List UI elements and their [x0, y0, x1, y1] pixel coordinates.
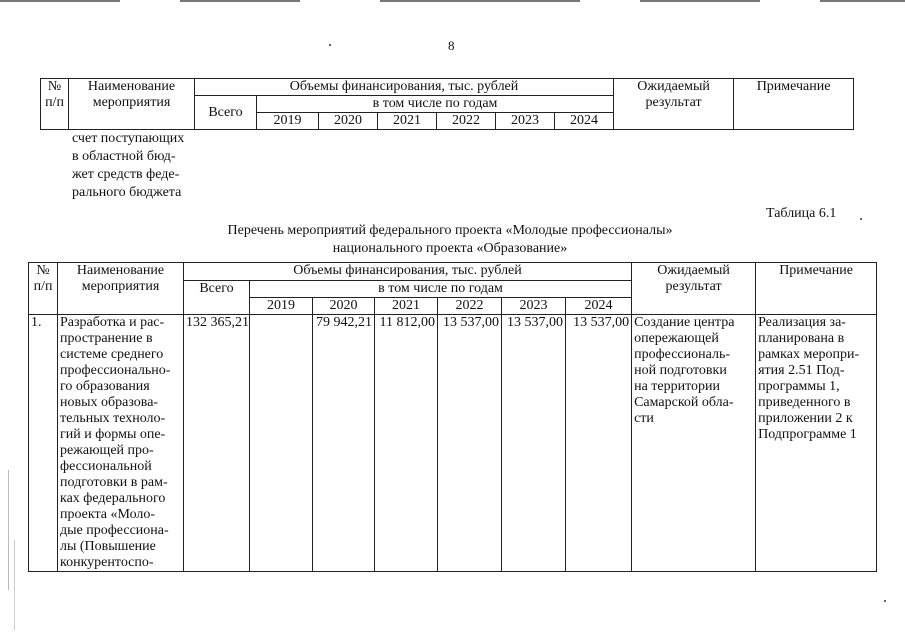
row-value-2024: 13 537,00: [566, 315, 632, 572]
header-num: № п/п: [41, 79, 69, 130]
row-value-2019: [250, 315, 313, 572]
table-label: Таблица 6.1: [766, 206, 837, 221]
header-year: 2024: [555, 113, 614, 130]
header-note: Примечание: [734, 79, 854, 130]
row-value-2022: 13 537,00: [438, 315, 502, 572]
scan-speck: [884, 600, 886, 602]
header-year: 2020: [313, 298, 375, 315]
row-name: Разработка и рас- пространение в системе среднего профессионально- го образования новых образова- тельных техноло- гий и формы опе- режающей про- фессиональной подготовки в рам- ках федерального проекта «Моло- дые профессиона- лы (Повышение конкурентоспо-: [58, 315, 184, 572]
header-year: 2023: [502, 298, 566, 315]
row-value-2020: 79 942,21: [313, 315, 375, 572]
continued-text: счет поступающих в областной бюд- жет средств феде- рального бюджета: [72, 131, 185, 200]
header-total: Всего: [195, 96, 257, 130]
table-caption-line1: Перечень мероприятий федерального проекта «Молодые профессионалы»: [227, 223, 673, 238]
scan-edge-line: [380, 0, 580, 2]
scan-edge-line: [820, 0, 905, 2]
row-value-2021: 11 812,00: [375, 315, 438, 572]
continued-table-header: [40, 78, 854, 130]
header-by-year: в том числе по годам: [250, 281, 632, 298]
table-caption-line2: национального проекта «Образование»: [332, 241, 568, 256]
scan-edge-line: [180, 0, 300, 2]
header-result: Ожидаемый результат: [614, 79, 734, 130]
header-name: Наименование мероприятия: [69, 79, 195, 130]
row-note: Реализация за- планирована в рамках меропри- ятия 2.51 Под- программы 1, приведенного в приложении 2 к Подпрограмме 1: [756, 315, 877, 572]
header-year: 2022: [438, 298, 502, 315]
measures-table: [28, 262, 877, 572]
scan-speck: [860, 218, 862, 220]
header-year: 2021: [375, 298, 438, 315]
header-year: 2023: [496, 113, 555, 130]
row-value-2023: 13 537,00: [502, 315, 566, 572]
scan-speck: [14, 540, 15, 630]
page-number: 8: [448, 38, 455, 53]
header-funding: Объемы финансирования, тыс. рублей: [184, 263, 632, 281]
header-year: 2020: [319, 113, 378, 130]
row-num: 1.: [29, 315, 58, 572]
row-total: 132 365,21: [184, 315, 250, 572]
header-year: 2024: [566, 298, 632, 315]
scan-edge-line: [640, 0, 760, 2]
row-result: Создание центра опережающей профессиональ- ной подготовки на территории Самарской обла- сти: [632, 315, 756, 572]
header-funding: Объемы финансирования, тыс. рублей: [195, 79, 614, 96]
scan-speck: [329, 44, 331, 46]
header-result: Ожидаемый результат: [632, 263, 756, 315]
table-row: [29, 315, 877, 572]
header-name: Наименование мероприятия: [58, 263, 184, 315]
header-year: 2021: [378, 113, 437, 130]
header-year: 2022: [437, 113, 496, 130]
header-num: № п/п: [29, 263, 58, 315]
header-by-year: в том числе по годам: [257, 96, 614, 113]
scan-edge-line: [0, 0, 120, 2]
header-total: Всего: [184, 281, 250, 315]
header-year: 2019: [257, 113, 319, 130]
header-note: Примечание: [756, 263, 877, 315]
header-year: 2019: [250, 298, 313, 315]
scan-speck: [8, 470, 9, 590]
